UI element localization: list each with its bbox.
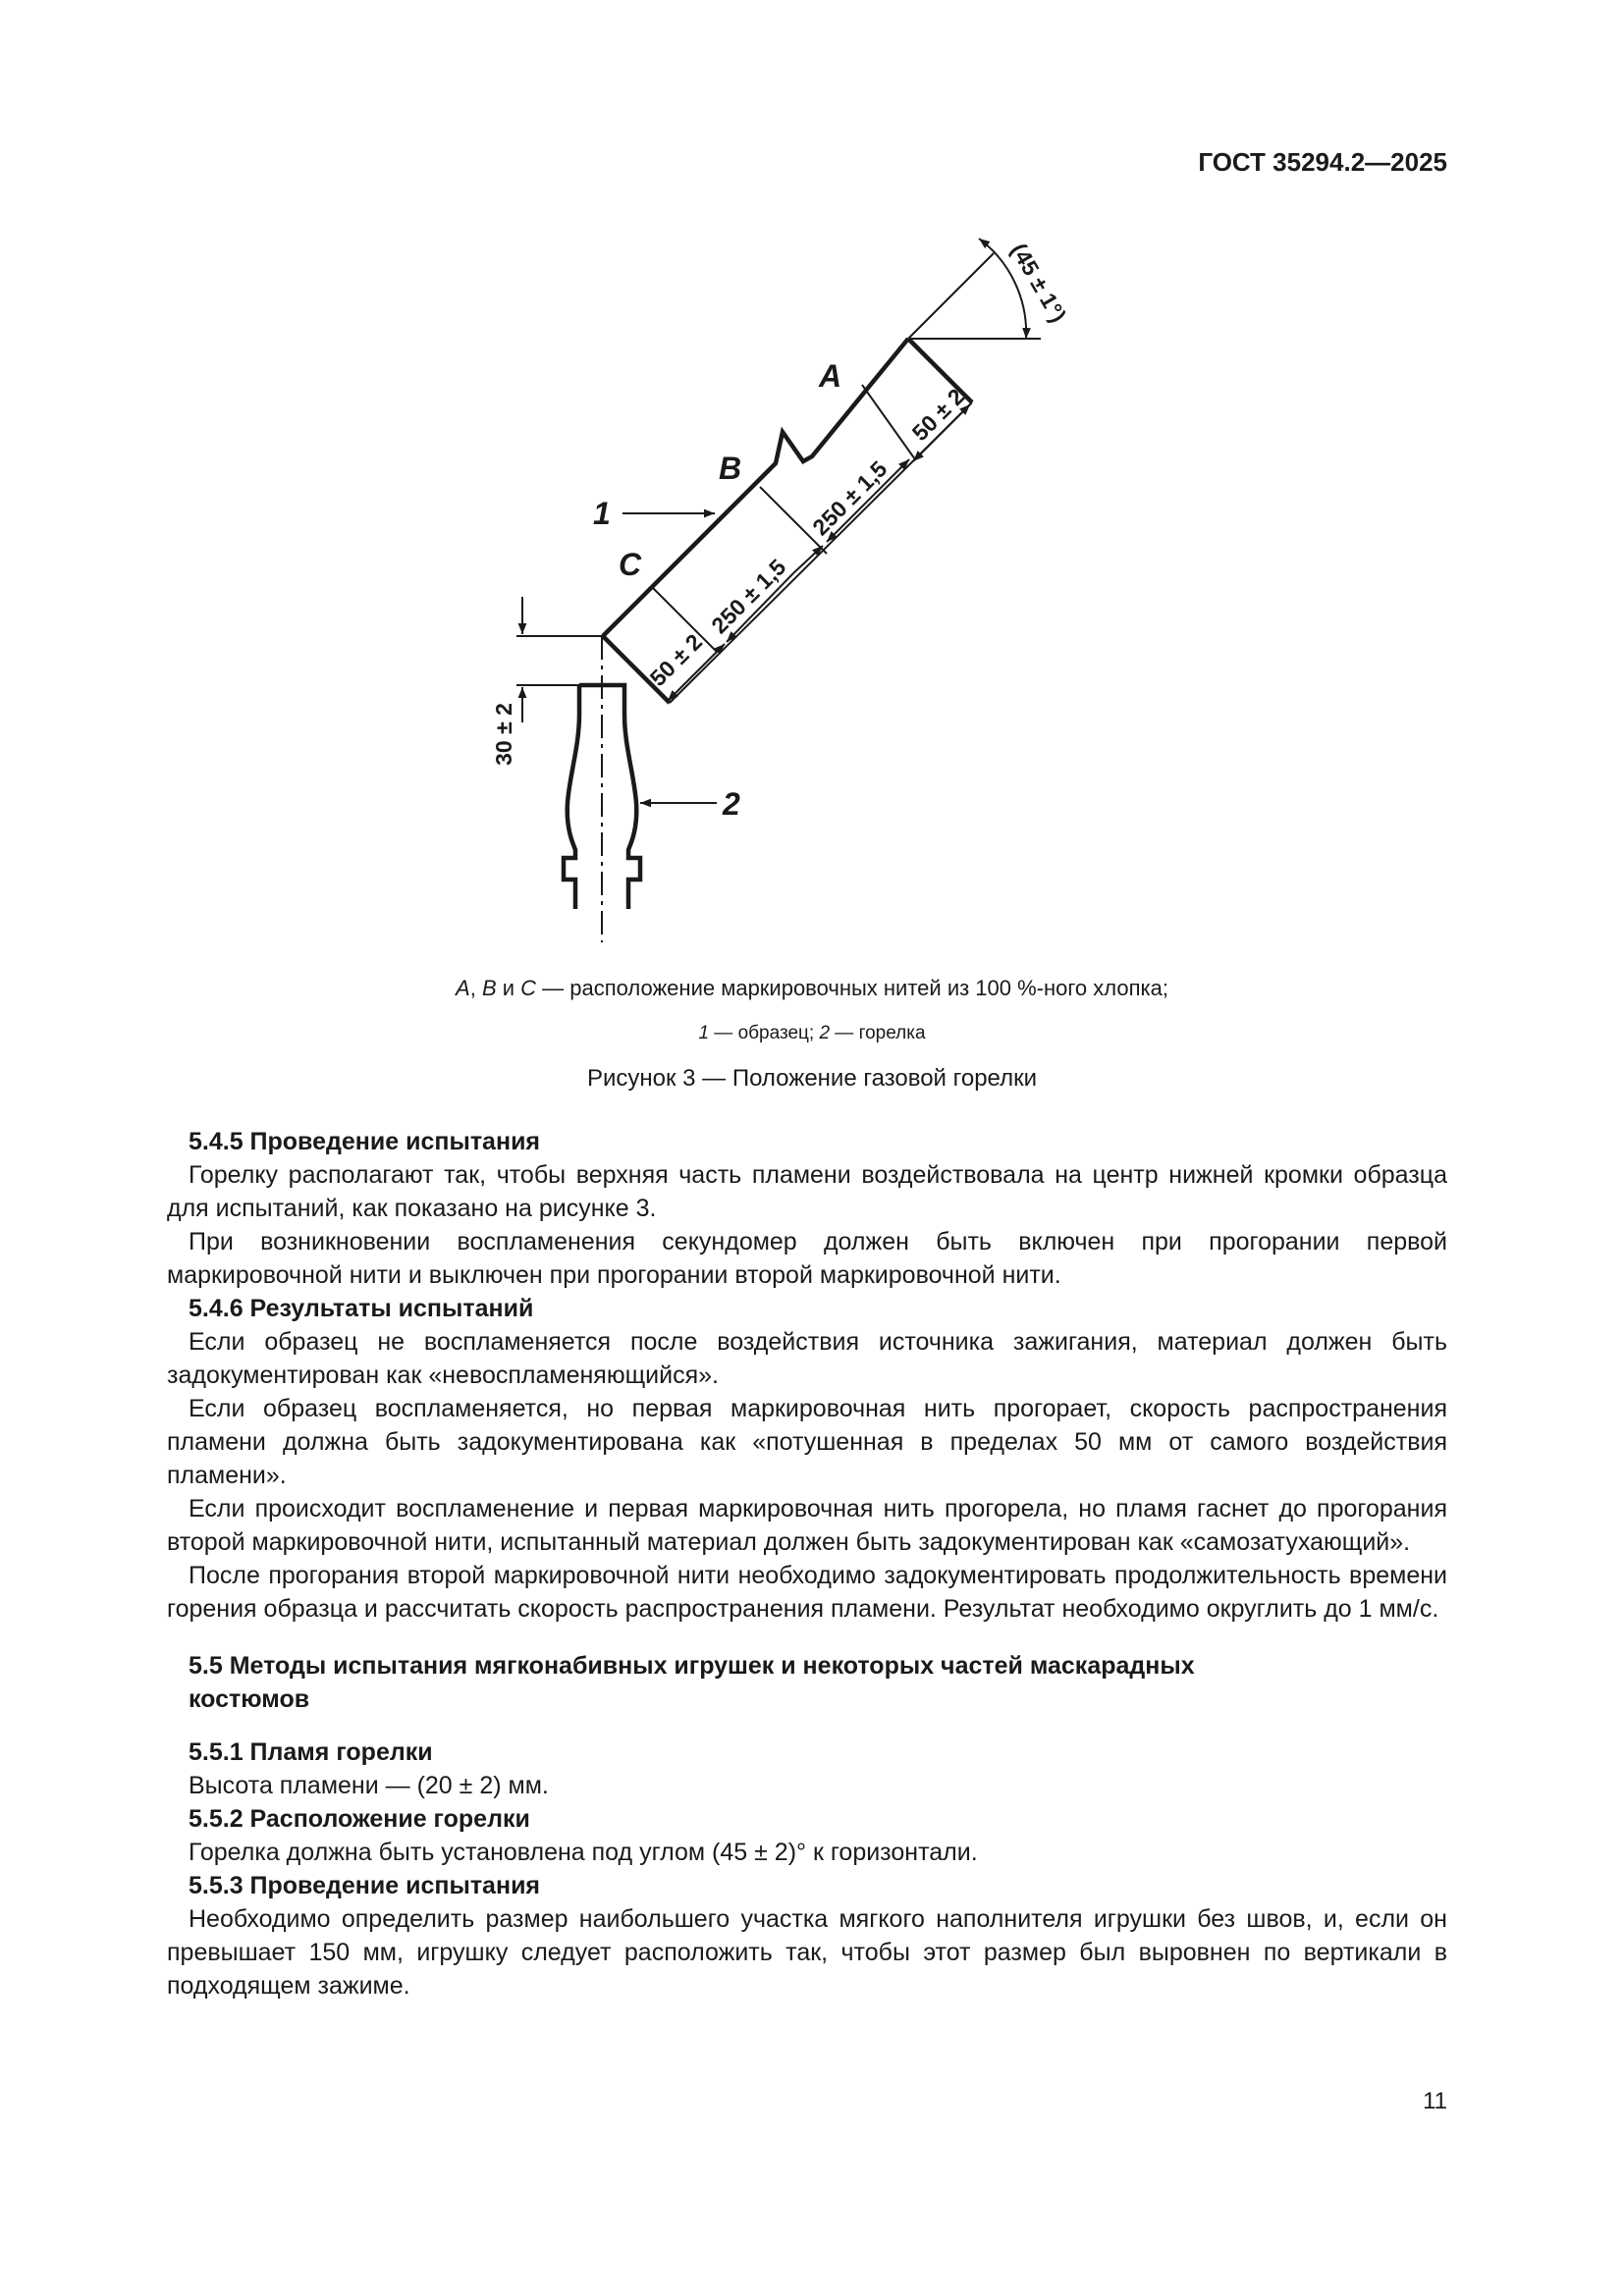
section-heading-5-4-6: 5.4.6 Результаты испытаний: [189, 1295, 534, 1322]
document-body: [167, 1125, 1447, 2002]
paragraph: Необходимо определить размер наибольшего участка мягкого наполнителя игрушки без швов, и, если он превышает 150 мм, игрушку следует расположить так, чтобы этот размер был выровнен по вертикали в подходящем зажиме.: [167, 1905, 1447, 2000]
paragraph: Горелка должна быть установлена под углом (45 ± 2)° к горизонтали.: [189, 1839, 978, 1866]
dim-label-50-bottom: 50 ± 2: [644, 628, 708, 692]
burner-left-contour: [564, 685, 579, 909]
paragraph: При возникновении воспламенения секундомер должен быть включен при прогорании первой маркировочной нити и выключен при прогорании второй маркировочной нити.: [167, 1228, 1447, 1289]
height-label: 30 ± 2: [491, 703, 516, 766]
burner-right-contour: [579, 685, 640, 909]
angle-label: (45 ± 1°): [1005, 239, 1072, 327]
paragraph: Горелку располагают так, чтобы верхняя часть пламени воздействовала на центр нижней кромки образца для испытаний, как показано на рисунке 3.: [167, 1161, 1447, 1222]
dim-label-250-bottom: 250 ± 1,5: [706, 554, 791, 639]
section-heading-5-5-2: 5.5.2 Расположение горелки: [189, 1805, 530, 1833]
document-number-header: ГОСТ 35294.2—2025: [1198, 147, 1447, 177]
dim-label-50-top: 50 ± 2: [906, 383, 970, 447]
figure-burner-position: [0, 0, 1624, 962]
paragraph: Высота пламени — (20 ± 2) мм.: [189, 1772, 549, 1799]
section-heading-5-5-1: 5.5.1 Пламя горелки: [189, 1738, 433, 1766]
sample-ref-label: 1: [593, 496, 611, 531]
figure-title: Рисунок 3 — Положение газовой горелки: [586, 1065, 1038, 1092]
section-heading-5-4-5: 5.4.5 Проведение испытания: [189, 1128, 541, 1155]
marker-label-c: C: [619, 547, 642, 582]
paragraph: Если образец воспламеняется, но первая маркировочная нить прогорает, скорость распространения пламени должна быть задокументирована как «потушенная в пределах 50 мм от самого воздействия пламени».: [167, 1395, 1447, 1489]
figure-legend-markers: A, B и C — расположение маркировочных нитей из 100 %-ного хлопка;: [456, 976, 1168, 1000]
page-number: 11: [1423, 2088, 1447, 2114]
height-dimension: [516, 597, 603, 722]
paragraph: Если происходит воспламенение и первая маркировочная нить прогорела, но пламя гаснет до прогорания второй маркировочной нити, испытанный материал должен быть задокументирован как «самозатухающий».: [167, 1495, 1447, 1556]
figure-legend-items: 1 — образец; 2 — горелка: [698, 1023, 926, 1043]
paragraph: После прогорания второй маркировочной нити необходимо задокументировать продолжительность времени горения образца и рассчитать скорость распространения пламени. Результат необходимо округлить до 1 мм/с.: [167, 1562, 1447, 1623]
paragraph: Если образец не воспламеняется после воздействия источника зажигания, материал должен быть задокументирован как «невоспламеняющийся».: [167, 1328, 1447, 1389]
dim-label-250-top: 250 ± 1,5: [807, 455, 893, 541]
marker-label-b: B: [719, 451, 742, 486]
marker-thread-lines: [652, 385, 915, 652]
specimen-outline: [603, 339, 972, 703]
section-heading-5-5: 5.5 Методы испытания мягконабивных игрушек и некоторых частей маскарадных костюмов: [189, 1652, 1195, 1713]
marker-label-a: A: [819, 358, 842, 394]
burner-ref-label: 2: [723, 786, 740, 822]
specimen-top-edge: [908, 339, 972, 402]
section-heading-5-5-3: 5.5.3 Проведение испытания: [189, 1872, 541, 1899]
